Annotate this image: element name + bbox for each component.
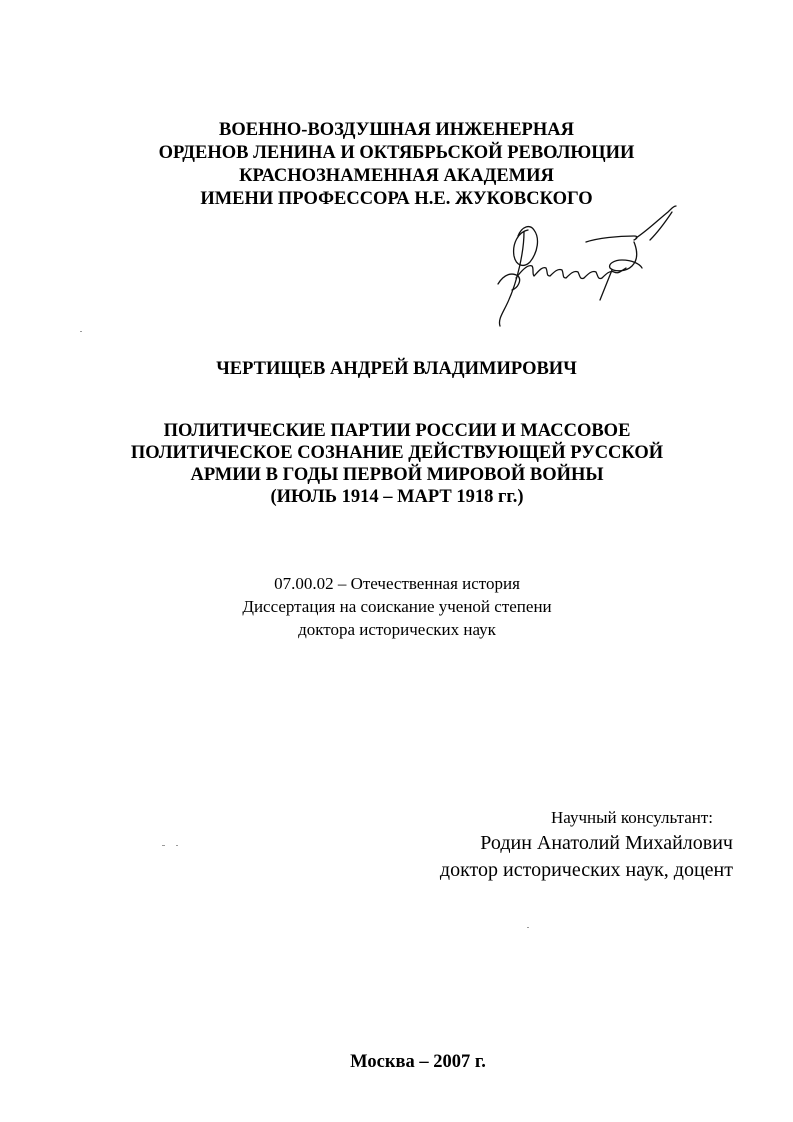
scan-speck — [527, 927, 529, 928]
place-and-year: Москва – 2007 г. — [350, 1052, 486, 1072]
title-line: (ИЮЛЬ 1914 – МАРТ 1918 гг.) — [270, 487, 524, 507]
dissertation-title — [0, 420, 793, 508]
specialty-code: 07.00.02 – Отечественная история — [274, 574, 520, 593]
scientific-consultant-block — [440, 806, 733, 884]
consultant-name: Родин Анатолий Михайлович — [480, 832, 733, 854]
scan-speck — [176, 845, 178, 846]
title-line: ПОЛИТИЧЕСКИЕ ПАРТИИ РОССИИ И МАССОВОЕ — [163, 421, 631, 441]
institution-name — [0, 119, 793, 211]
scan-speck — [80, 331, 82, 332]
scan-speck — [162, 845, 165, 846]
specialty-block — [0, 572, 793, 641]
consultant-degree: доктор исторических наук, доцент — [439, 859, 733, 881]
degree-sought-line: Диссертация на соискание ученой степени — [242, 597, 552, 616]
handwritten-signature — [488, 202, 688, 332]
institution-line: КРАСНОЗНАМЕННАЯ АКАДЕМИЯ — [239, 166, 554, 186]
institution-line: ИМЕНИ ПРОФЕССОРА Н.Е. ЖУКОВСКОГО — [200, 189, 593, 209]
title-line: АРМИИ В ГОДЫ ПЕРВОЙ МИРОВОЙ ВОЙНЫ — [190, 465, 604, 485]
institution-line: ОРДЕНОВ ЛЕНИНА И ОКТЯБРЬСКОЙ РЕВОЛЮЦИИ — [158, 143, 635, 163]
degree-sought-line: доктора исторических наук — [298, 620, 496, 639]
title-line: ПОЛИТИЧЕСКОЕ СОЗНАНИЕ ДЕЙСТВУЮЩЕЙ РУССКОЙ — [130, 443, 664, 463]
institution-line: ВОЕННО-ВОЗДУШНАЯ ИНЖЕНЕРНАЯ — [219, 120, 574, 140]
consultant-label: Научный консультант: — [551, 808, 713, 827]
author-name: ЧЕРТИЩЕВ АНДРЕЙ ВЛАДИМИРОВИЧ — [216, 359, 577, 379]
